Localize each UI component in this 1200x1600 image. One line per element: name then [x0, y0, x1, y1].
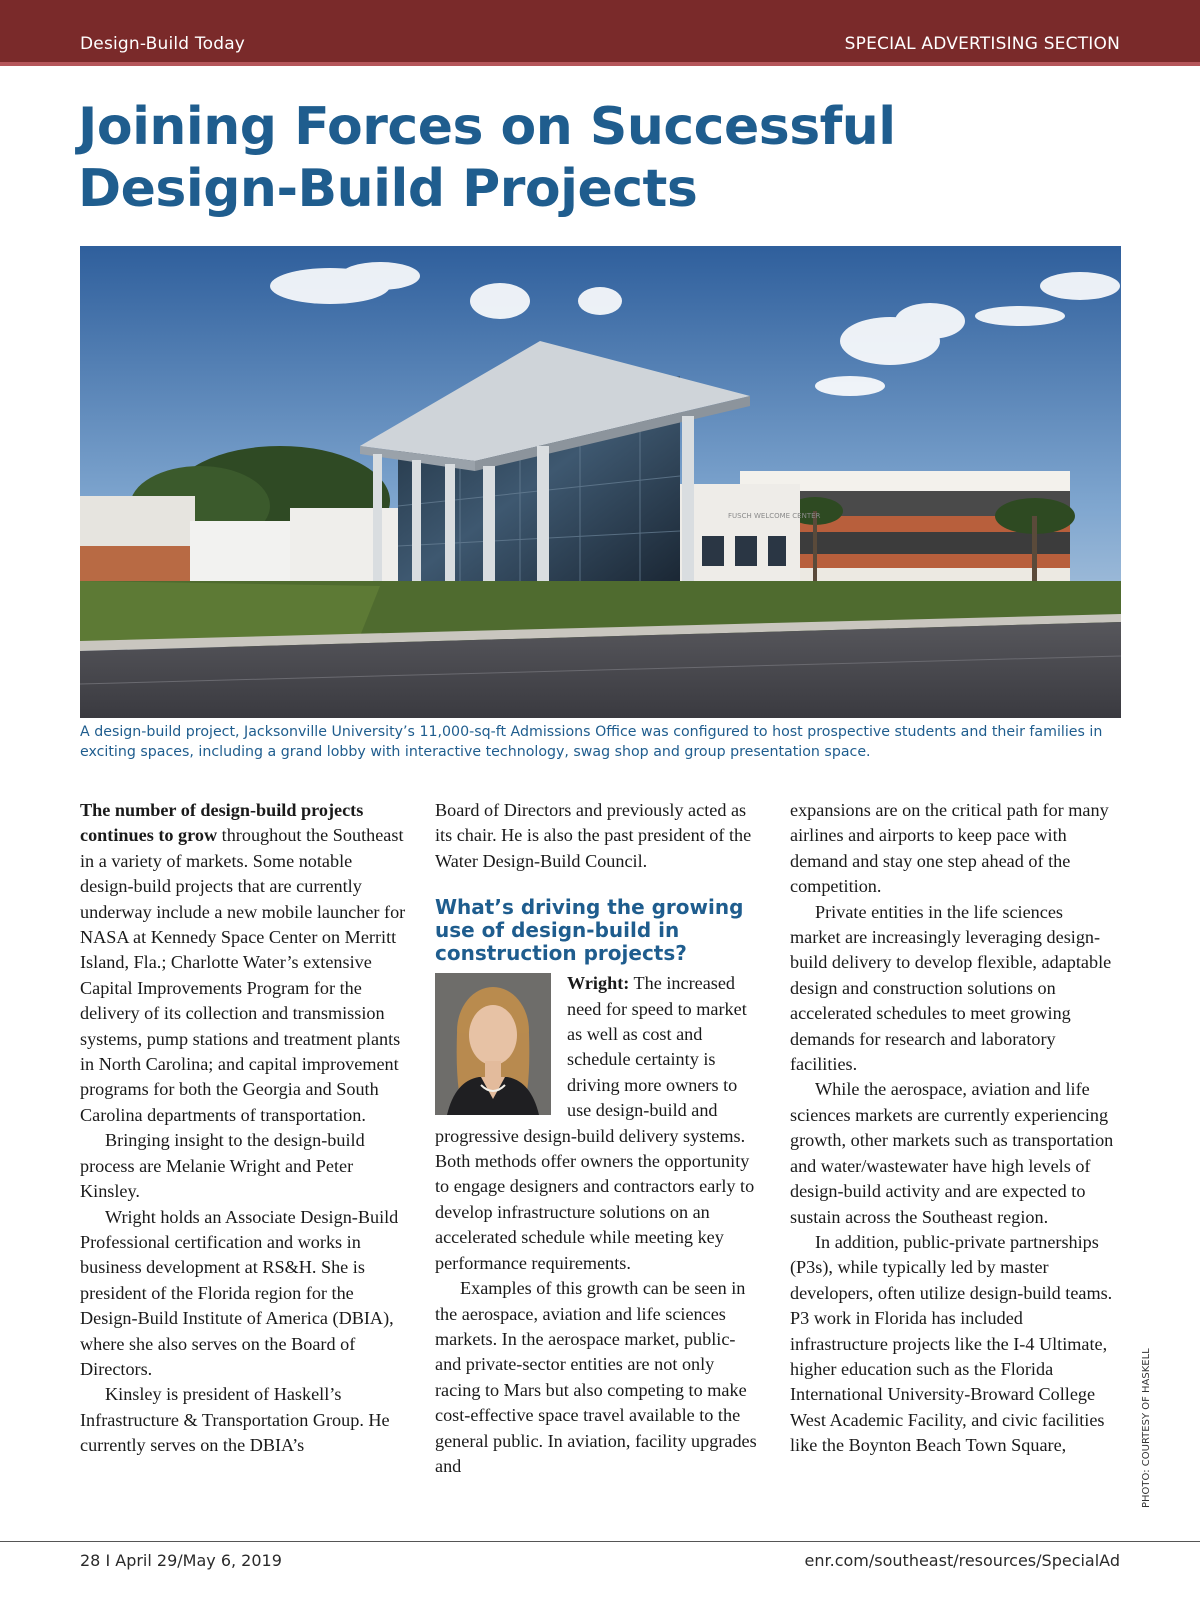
lead-paragraph [80, 798, 406, 1128]
header-bar [0, 0, 1200, 66]
answer-text: The increased need for speed to market as well as cost and schedule certainty is driving more owners to use design-build and progressive design-build delivery systems. Both methods offer owners the opportunity to engage designers and contractors early to develop infrastructure solutions on an accelerated schedule while meeting key performance requirements. [435, 973, 755, 1273]
lead-bold: The number of design-build projects continues to grow [80, 800, 364, 846]
building-photo [80, 246, 1121, 718]
photo-credit: PHOTO: COURTESY OF HASKELL [1141, 1348, 1152, 1508]
paragraph: Examples of this growth can be seen in the aerospace, aviation and life sciences markets. In the aerospace market, public- and private-sector entities are not only racing to Mars but also competing to make cost-effective space travel available to the general public. In aviation, facility upgrades and [435, 1278, 757, 1476]
article-column-3 [790, 798, 1116, 1459]
footer-url[interactable]: enr.com/southeast/resources/SpecialAd [804, 1551, 1120, 1570]
paragraph: Wright holds an Associate Design-Build Professional certification and works in business development at RS&H. She is president of the Florida region for the Design-Build Institute of America (DBIA), where she also serves on the Board of Directors. [80, 1206, 399, 1379]
photo-building-sign: FUSCH WELCOME CENTER [728, 512, 821, 520]
paragraph: Board of Directors and previously acted as its chair. He is also the past president of the Water Design-Build Council. [435, 800, 752, 871]
article-column-2 [435, 798, 761, 1479]
speaker-name: Wright: [567, 973, 630, 994]
advertising-label: SPECIAL ADVERTISING SECTION [844, 34, 1120, 54]
footer-rule [0, 1541, 1200, 1542]
article-title: Joining Forces on Successful Design-Build Projects [78, 97, 896, 219]
section-name: Design-Build Today [80, 34, 246, 54]
paragraph: Kinsley is president of Haskell’s Infrastructure & Transportation Group. He currently serves on the DBIA’s [80, 1384, 390, 1456]
paragraph: expansions are on the critical path for many airlines and airports to keep pace with demand and stay one step ahead of the competition. [790, 800, 1109, 897]
page-info: 28 I April 29/May 6, 2019 [80, 1551, 282, 1570]
lead-rest: throughout the Southeast in a variety of markets. Some notable design-build projects that are currently underway include a new mobile launcher for NASA at Kennedy Space Center on Merritt Island, Fla.; Charlotte Water’s extensive Capital Improvements Program for the delivery of its collection and transmission systems, pump stations and treatment plants in North Carolina; and capital improvement programs for both the Georgia and South Carolina departments of transportation. [80, 825, 406, 1125]
paragraph: In addition, public-private partnerships (P3s), while typically led by master developers, often utilize design-build teams. P3 work in Florida has included infrastructure projects like the I-4 Ultimate, higher education such as the Florida International University-Broward College West Academic Facility, and civic facilities like the Boynton Beach Town Square, [790, 1231, 1113, 1456]
paragraph: Private entities in the life sciences market are increasingly leveraging design-build delivery to develop flexible, adaptable design and construction solutions on accelerated schedules to meet growing demands for research and laboratory facilities. [790, 901, 1112, 1075]
subheading: What’s driving the growing use of design-build in construction projects? [435, 895, 744, 966]
portrait-photo [435, 973, 551, 1115]
paragraph: While the aerospace, aviation and life sciences markets are currently experiencing growth, other markets such as transportation and water/wastewater have high levels of design-build activity and are expected to sustain across the Southeast region. [790, 1079, 1114, 1227]
photo-caption: A design-build project, Jacksonville University’s 11,000-sq-ft Admissions Office was configured to host prospective students and their families in exciting spaces, including a grand lobby with interactive technology, swag shop and group presentation space. [80, 724, 1103, 760]
article-column-1 [80, 798, 406, 1459]
paragraph: Bringing insight to the design-build process are Melanie Wright and Peter Kinsley. [80, 1130, 365, 1202]
